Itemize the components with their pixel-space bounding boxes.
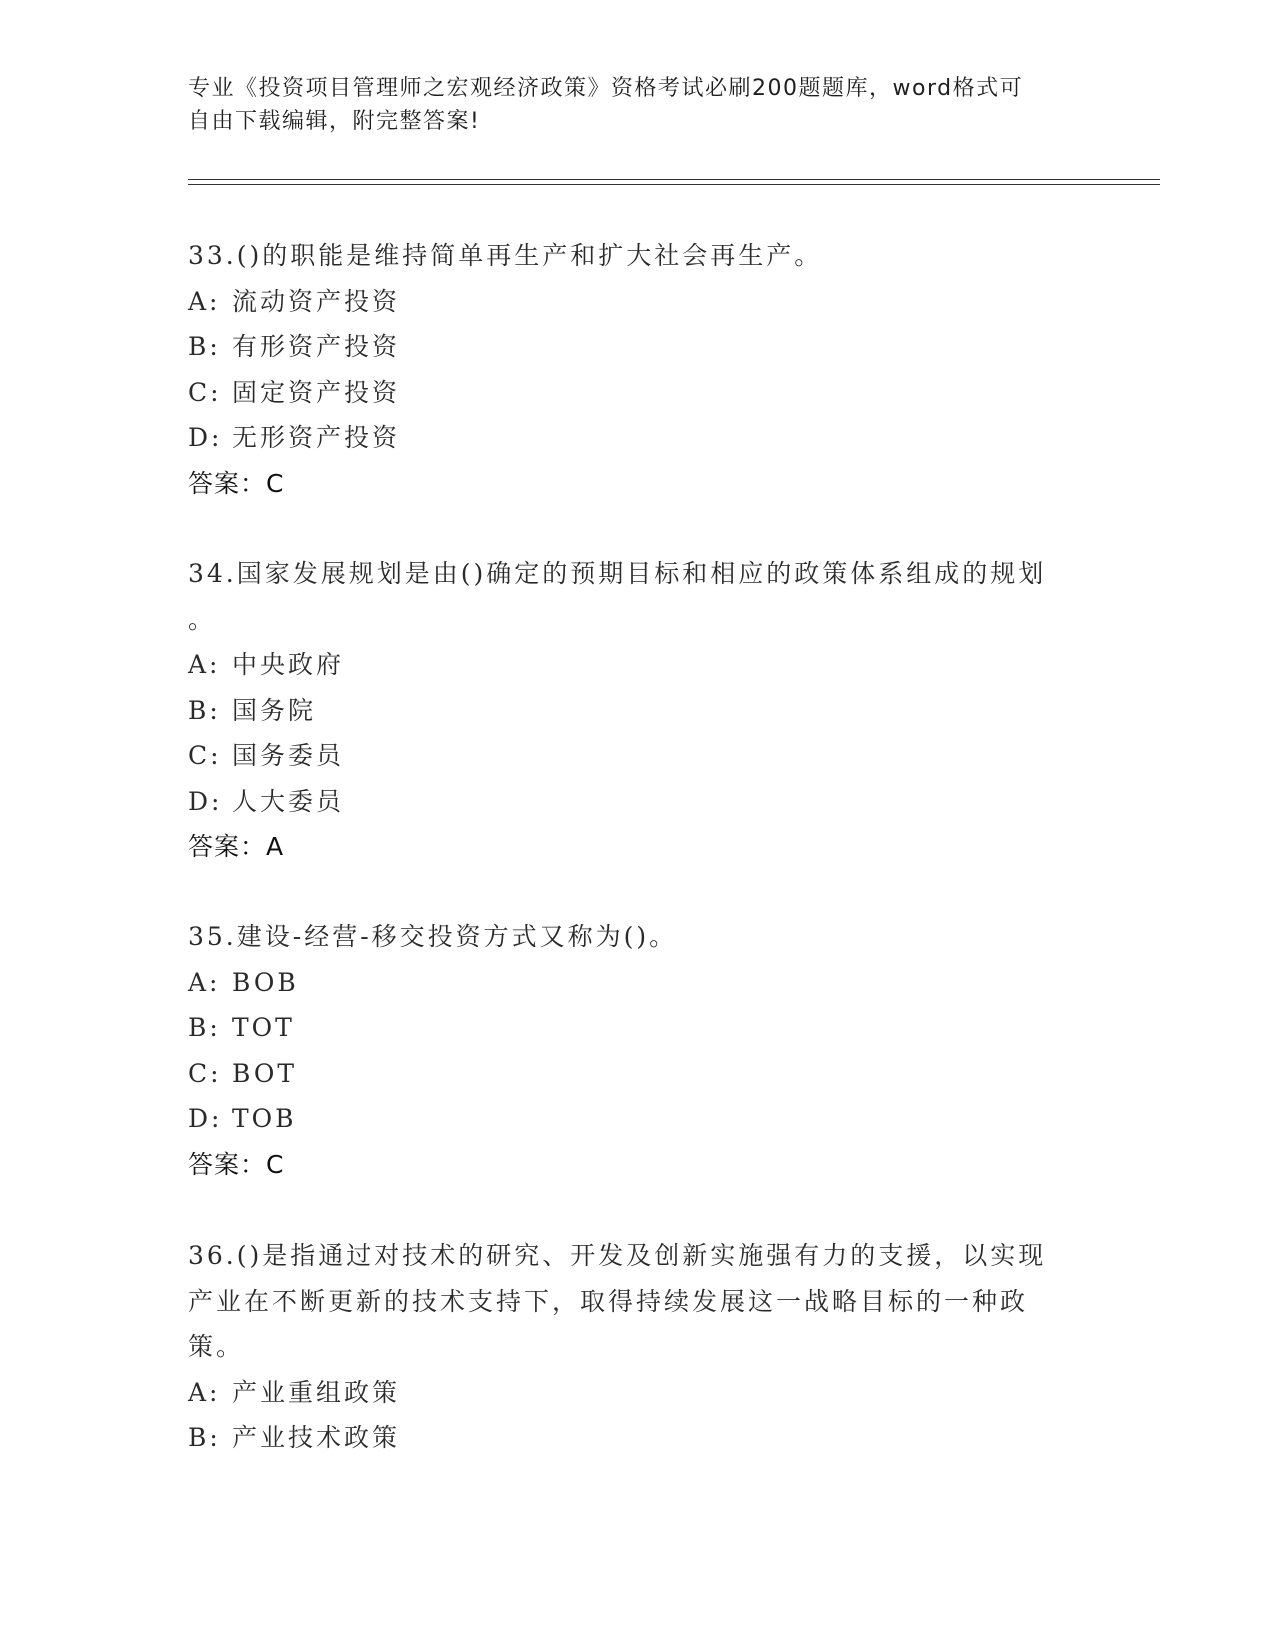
option-key: B: bbox=[188, 332, 221, 361]
option-text: 人大委员 bbox=[232, 786, 345, 816]
option-key: A: bbox=[188, 286, 221, 316]
header-divider-bottom bbox=[188, 184, 1160, 185]
question-35 bbox=[188, 914, 1088, 1187]
option-key: B: bbox=[188, 1013, 221, 1042]
option-key: B: bbox=[188, 695, 221, 725]
option-key: D: bbox=[188, 786, 223, 816]
question-stem bbox=[188, 1233, 1088, 1370]
option-text: 有形资产投资 bbox=[232, 332, 401, 361]
option-text: 流动资产投资 bbox=[232, 286, 401, 316]
question-stem-line: 产业在不断更新的技术支持下，取得持续发展这一战略目标的一种政 bbox=[188, 1286, 1029, 1316]
option-text: 国务院 bbox=[232, 695, 317, 725]
option-c bbox=[188, 1051, 1088, 1097]
header-line-2: 自由下载编辑，附完整答案! bbox=[188, 109, 481, 134]
option-a bbox=[188, 279, 1088, 325]
option-key: C: bbox=[188, 1058, 222, 1088]
option-text: 产业重组政策 bbox=[232, 1377, 401, 1407]
answer-line: 答案：A bbox=[188, 832, 285, 861]
option-text: 中央政府 bbox=[232, 650, 345, 679]
question-stem-line: 策。 bbox=[188, 1332, 245, 1361]
question-stem-line: 。 bbox=[188, 604, 217, 634]
header-divider-top bbox=[188, 179, 1160, 180]
option-a bbox=[188, 1370, 1088, 1416]
option-c bbox=[188, 733, 1088, 779]
option-d bbox=[188, 779, 1088, 825]
option-c bbox=[188, 370, 1088, 416]
option-text: 国务委员 bbox=[232, 741, 345, 770]
option-d bbox=[188, 415, 1088, 461]
question-stem-line: 35.建设-经营-移交投资方式又称为()。 bbox=[188, 922, 678, 951]
answer-line: 答案：C bbox=[188, 1149, 285, 1179]
option-key: A: bbox=[188, 967, 221, 997]
question-stem-line: 33.()的职能是维持简单再生产和扩大社会再生产。 bbox=[188, 241, 823, 270]
question-stem-line: 36.()是指通过对技术的研究、开发及创新实施强有力的支援，以实现 bbox=[188, 1241, 1047, 1270]
option-key: C: bbox=[188, 377, 222, 407]
option-text: 固定资产投资 bbox=[232, 377, 401, 407]
option-text: BOB bbox=[232, 967, 299, 997]
question-33 bbox=[188, 233, 1088, 506]
option-d bbox=[188, 1096, 1088, 1142]
question-34 bbox=[188, 551, 1088, 870]
option-a bbox=[188, 642, 1088, 688]
question-stem bbox=[188, 233, 1088, 279]
option-key: D: bbox=[188, 423, 223, 452]
question-36 bbox=[188, 1233, 1088, 1461]
answer-line: 答案：C bbox=[188, 468, 285, 498]
option-key: B: bbox=[188, 1423, 221, 1452]
option-text: BOT bbox=[232, 1058, 298, 1088]
option-key: A: bbox=[188, 1377, 221, 1407]
question-stem-line: 34.国家发展规划是由()确定的预期目标和相应的政策体系组成的规划 bbox=[188, 559, 1047, 588]
option-text: 无形资产投资 bbox=[232, 423, 401, 452]
option-text: TOT bbox=[232, 1013, 295, 1042]
option-b bbox=[188, 324, 1088, 370]
option-text: TOB bbox=[232, 1104, 297, 1133]
header-line-1: 专业《投资项目管理师之宏观经济政策》资格考试必刷200题题库，word格式可 bbox=[188, 76, 1024, 101]
question-stem bbox=[188, 551, 1088, 642]
option-key: C: bbox=[188, 741, 222, 770]
option-b bbox=[188, 1415, 1088, 1461]
document-header bbox=[188, 72, 1068, 138]
option-key: D: bbox=[188, 1104, 223, 1133]
question-stem bbox=[188, 914, 1088, 960]
option-text: 产业技术政策 bbox=[232, 1423, 401, 1452]
option-b bbox=[188, 1005, 1088, 1051]
option-key: A: bbox=[188, 650, 221, 679]
option-a bbox=[188, 960, 1088, 1006]
option-b bbox=[188, 688, 1088, 734]
